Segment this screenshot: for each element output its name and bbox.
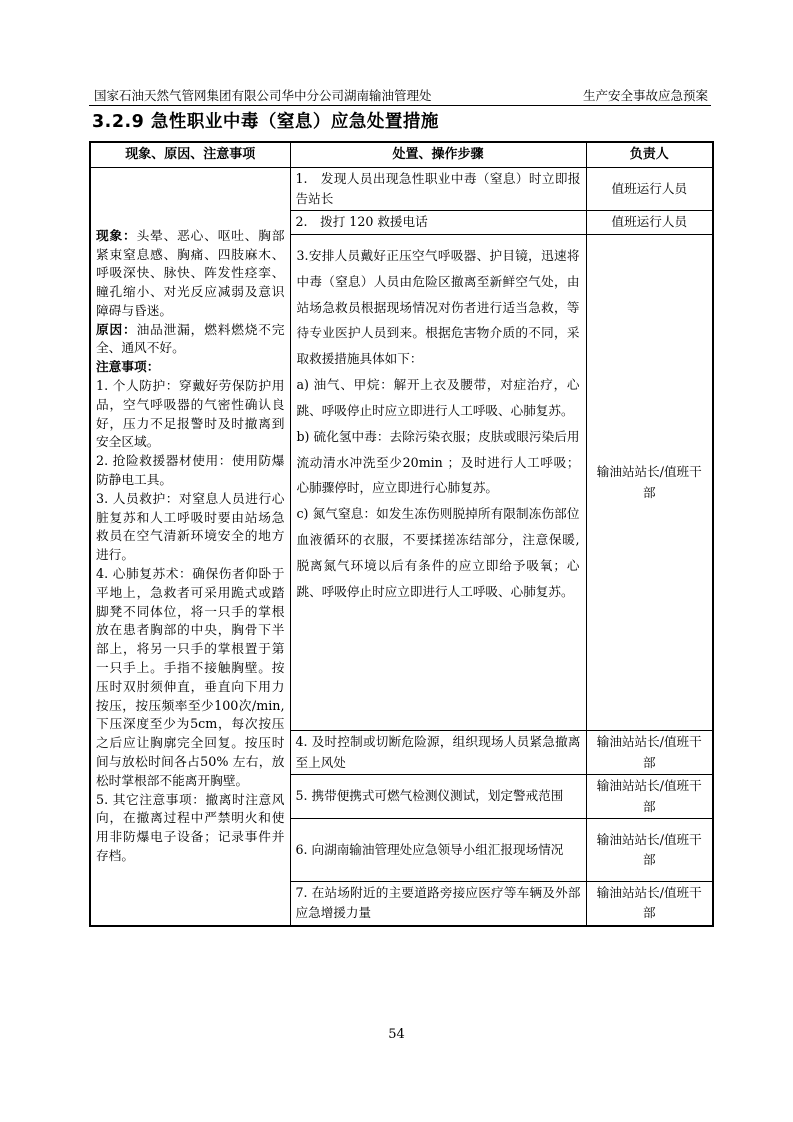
header-document-name: 生产安全事故应急预案: [582, 88, 708, 103]
note-item: 4. 心肺复苏术：确保伤者仰卧于平地上，急救者可采用跪式或踏脚凳不同体位，将一只手的掌根放在患者胸部的中央，胸骨下半部上，将另一只手的掌根置于第一只手上。手指不接触胸壁。按压时双肘须伸直，垂直向下用力按压，按压频率至少100次/min, 下压深度至少为5cm，每次按压之后应让胸廓完全回复。按压时间与放松时间各占50% 左右，放松时掌根部不能离开胸壁。: [96, 566, 285, 788]
step-cell: 4. 及时控制或切断危险源，组织现场人员紧急撤离至上风处: [290, 731, 586, 775]
responsible-cell: 输油站站长/值班干部: [586, 819, 713, 882]
note-item: 1. 个人防护：穿戴好劳保防护用品，空气呼吸器的气密性确认良好，压力不足报警时及时撤离到安全区域。: [96, 378, 285, 450]
notes-label: 注意事项：: [96, 359, 160, 375]
note-item: 2. 抢险救援器材使用：使用防爆防静电工具。: [96, 453, 285, 488]
cause-paragraph: [96, 321, 285, 359]
rescue-item-c: c) 氮气窒息：如发生冻伤则脱掉所有限制冻伤部位血液循环的衣服，不要揉搓冻结部分，注意保暖, 脱离氮气环境以后有条件的应立即给予吸氧；心跳、呼吸停止时应立即进行人工呼吸、心肺复苏。: [296, 506, 580, 599]
rescue-intro: 3.安排人员戴好正压空气呼吸器、护目镜，迅速将中毒（窒息）人员由危险区撤离至新鲜空气处，由站场急救员根据现场情况对伤者进行适当急救，等待专业医护人员到来。根据危害物介质的不同，采取救援措施具体如下：: [296, 248, 580, 367]
responsible-cell: 输油站站长/值班干部: [586, 775, 713, 819]
step-cell: 6. 向湖南输油管理处应急领导小组汇报现场情况: [290, 819, 586, 882]
header-steps: 处置、操作步骤: [290, 142, 586, 168]
responsible-cell: 输油站站长/值班干部: [586, 882, 713, 926]
responsible-cell: 输油站站长/值班干部: [586, 731, 713, 775]
note-item: 3. 人员救护：对窒息人员进行心脏复苏和人工呼吸时要由站场急救员在空气清新环境安全的地方进行。: [96, 490, 285, 563]
responsible-cell: 输油站站长/值班干部: [586, 235, 713, 731]
step-cell-rescue: [290, 235, 586, 731]
phenomenon-cell: [90, 168, 290, 926]
table-header-row: [90, 142, 713, 168]
step-cell: 1. 发现人员出现急性职业中毒（窒息）时立即报告站长: [290, 168, 586, 211]
cause-label: 原因：: [96, 321, 137, 337]
emergency-measures-table: [89, 141, 714, 927]
step-cell: 2. 拨打 120 救援电话: [290, 211, 586, 235]
responsible-cell: 值班运行人员: [586, 168, 713, 211]
step-cell: 7. 在站场附近的主要道路旁接应医疗等车辆及外部应急增援力量: [290, 882, 586, 926]
cause-text: 油品泄漏，燃料燃烧不完全、通风不好。: [96, 321, 285, 356]
table-row: [90, 168, 713, 211]
responsible-cell: 值班运行人员: [586, 211, 713, 235]
header-responsible: 负责人: [586, 142, 713, 168]
header-phenomenon: 现象、原因、注意事项: [90, 142, 290, 168]
page-header: [89, 83, 711, 106]
section-title: 3.2.9 急性职业中毒（窒息）应急处置措施: [92, 112, 439, 132]
symptom-label: 现象：: [96, 227, 137, 243]
rescue-item-b: b) 硫化氢中毒：去除污染衣服；皮肤或眼污染后用流动清水冲洗至少20min ；及时进行人工呼吸；心肺骤停时，应立即进行心肺复苏。: [296, 428, 580, 496]
step-cell: 5. 携带便携式可燃气检测仪测试，划定警戒范围: [290, 775, 586, 819]
page-number: 54: [388, 1027, 405, 1042]
header-organization: 国家石油天然气管网集团有限公司华中分公司湖南输油管理处: [94, 88, 432, 103]
symptom-text: 头晕、恶心、呕吐、胸部紧束窒息感、胸痛、四肢麻木、呼吸深快、脉快、阵发性痉挛、瞳孔缩小、对光反应减弱及意识障碍与昏迷。: [96, 227, 285, 318]
rescue-item-a: a) 油气、甲烷：解开上衣及腰带，对症治疗，心跳、呼吸停止时应立即进行人工呼吸、心肺复苏。: [296, 377, 580, 418]
note-item: 5. 其它注意事项：撤离时注意风向，在撤离过程中严禁明火和使用非防爆电子设备；记录事件并存档。: [96, 791, 285, 863]
symptom-paragraph: [96, 227, 285, 321]
